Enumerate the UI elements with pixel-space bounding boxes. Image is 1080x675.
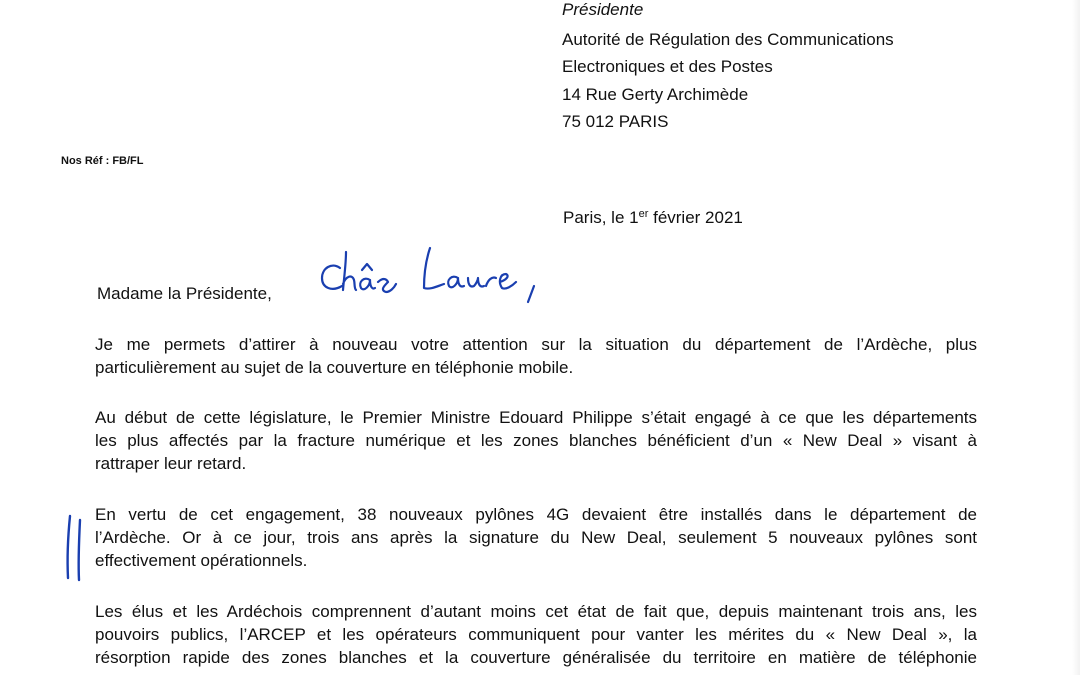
paragraph-line: Au début de cette législature, le Premier Ministre Edouard Philippe s’était engagé à ce que les départements [95, 408, 977, 427]
paragraph-line: Je me permets d’attirer à nouveau votre attention sur la situation du département de l’Ardèche, plus [95, 335, 977, 354]
recipient-street: 14 Rue Gerty Archimède [562, 85, 749, 104]
date-suffix: février 2021 [648, 208, 743, 227]
paragraph-3 [95, 503, 977, 572]
paragraph-4 [95, 600, 977, 669]
salutation: Madame la Présidente, [97, 284, 272, 303]
recipient-city: 75 012 PARIS [562, 112, 669, 131]
letter-date [563, 208, 743, 228]
scan-edge [1072, 0, 1080, 675]
recipient-role: Présidente [562, 0, 644, 19]
paragraph-line: les plus affectés par la fracture numérique et les zones blanches bénéficient d’un « New Deal » visant à [95, 431, 977, 450]
paragraph-line: pouvoirs publics, l’ARCEP et les opérateurs communiquent pour vanter les mérites du « New Deal », la [95, 625, 977, 644]
paragraph-line: résorption rapide des zones blanches et la couverture généralisée du territoire en matière de téléphonie [95, 648, 977, 667]
paragraph-2 [95, 406, 977, 475]
paragraph-1 [95, 333, 977, 379]
date-superscript: er [638, 208, 649, 220]
recipient-org-line2: Electroniques et des Postes [562, 57, 773, 76]
paragraph-line: En vertu de cet engagement, 38 nouveaux pylônes 4G devaient être installés dans le département de [95, 505, 977, 524]
reference-code: Nos Réf : FB/FL [61, 155, 144, 167]
date-prefix: Paris, le 1 [563, 208, 639, 227]
paragraph-line: particulièrement au sujet de la couverture en téléphonie mobile. [95, 358, 574, 377]
paragraph-line: effectivement opérationnels. [95, 551, 308, 570]
paragraph-line: rattraper leur retard. [95, 454, 247, 473]
paragraph-line: Les élus et les Ardéchois comprennent d’autant moins cet état de fait que, depuis maintenant trois ans, les [95, 602, 977, 621]
handwritten-greeting-signature [318, 238, 558, 308]
recipient-org-line1: Autorité de Régulation des Communications [562, 30, 894, 49]
margin-mark [60, 512, 90, 582]
paragraph-line: l’Ardèche. Or à ce jour, trois ans après la signature du New Deal, seulement 5 nouveaux pylônes sont [95, 528, 977, 547]
